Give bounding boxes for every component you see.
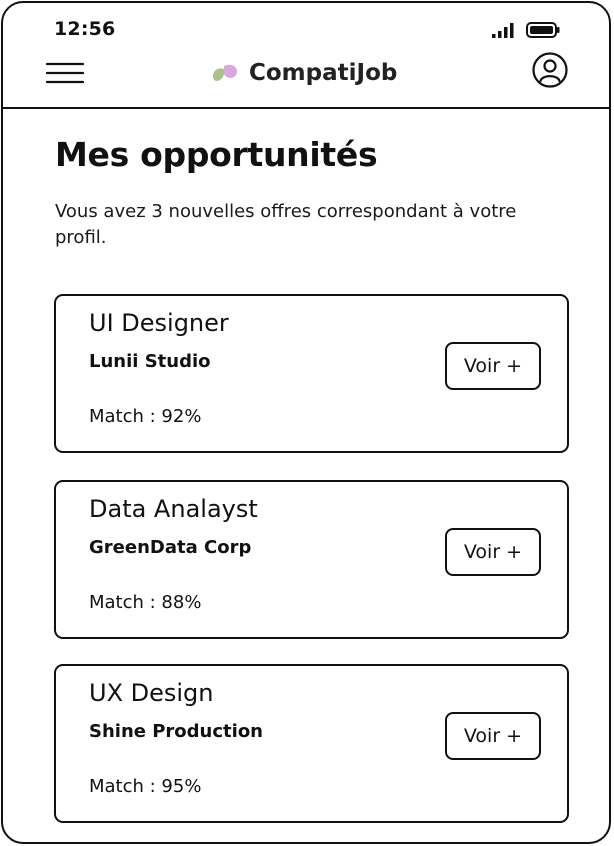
app-header (3, 47, 609, 109)
menu-button[interactable] (45, 61, 85, 85)
job-title: Data Analayst (89, 495, 258, 523)
job-match: Match : 95% (89, 776, 202, 797)
job-match: Match : 92% (89, 406, 202, 427)
brand (211, 55, 397, 91)
job-company: GreenData Corp (89, 537, 252, 558)
app-name: CompatiJob (249, 60, 398, 86)
job-company: Lunii Studio (89, 351, 211, 372)
job-match: Match : 88% (89, 592, 202, 613)
app-logo (211, 62, 239, 84)
menu-icon (45, 61, 85, 85)
job-card (54, 480, 569, 639)
job-title: UI Designer (89, 309, 229, 337)
profile-button[interactable] (532, 52, 568, 88)
status-bar (3, 3, 609, 47)
view-job-button[interactable]: Voir + (445, 528, 541, 576)
status-time: 12:56 (54, 18, 116, 40)
job-card (54, 664, 569, 823)
view-job-button[interactable]: Voir + (445, 342, 541, 390)
profile-icon (532, 52, 568, 88)
battery-icon (526, 22, 560, 38)
job-title: UX Design (89, 679, 214, 707)
page-title: Mes opportunités (55, 135, 378, 174)
phone-frame (1, 1, 611, 844)
view-job-button[interactable]: Voir + (445, 712, 541, 760)
intro-text: Vous avez 3 nouvelles offres correspondant à votre profil. (55, 201, 517, 248)
job-card (54, 294, 569, 453)
job-company: Shine Production (89, 721, 263, 742)
signal-icon (491, 21, 515, 39)
